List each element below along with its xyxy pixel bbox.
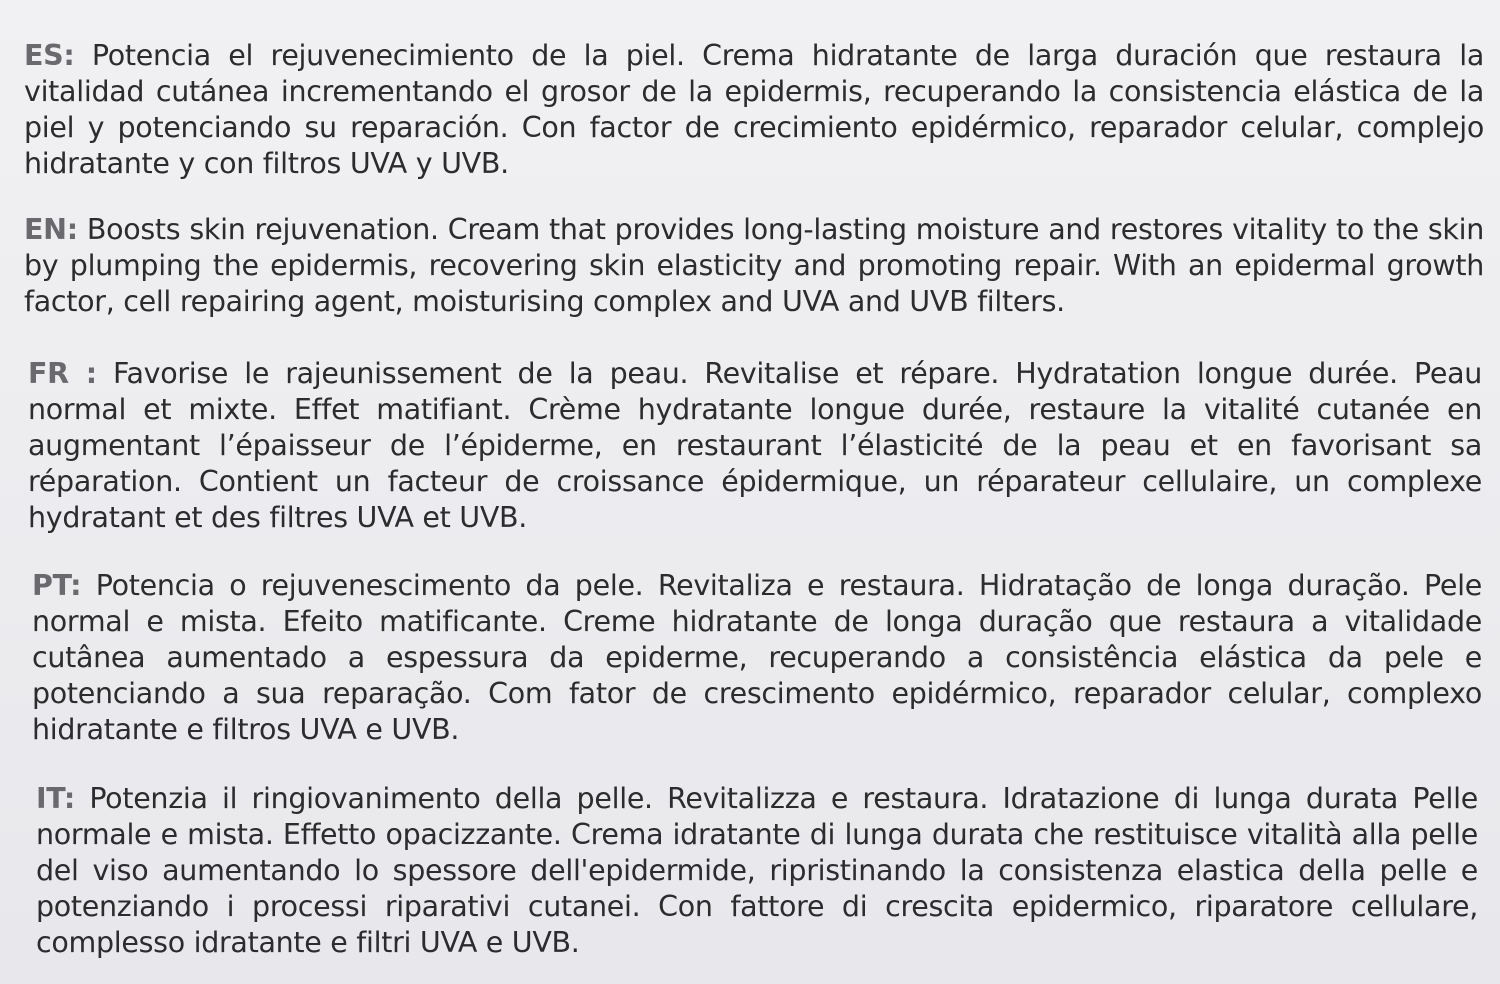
language-code-en: EN: <box>24 213 78 246</box>
portuguese-description <box>32 568 1482 748</box>
language-code-fr: FR : <box>28 357 97 390</box>
french-description <box>28 356 1482 536</box>
language-code-it: IT: <box>36 782 75 815</box>
language-code-es: ES: <box>24 39 75 72</box>
italian-description <box>36 781 1478 961</box>
spanish-description <box>24 38 1484 182</box>
english-description <box>24 212 1484 320</box>
description-text-pt: Potencia o rejuvenescimento da pele. Revitaliza e restaura. Hidratação de longa duração. Pele normal e mista. Efeito matificante. Creme hidratante de longa duração que restaura a vitalidade cutânea aumentado a espessura da epiderme, recuperando a consistência elástica da pele e potenciando a sua reparação. Com fator de crescimento epidérmico, reparador celular, complexo hidratante e filtros UVA e UVB. <box>32 569 1482 746</box>
description-text-fr: Favorise le rajeunissement de la peau. Revitalise et répare. Hydratation longue durée. Peau normal et mixte. Effet matifiant. Crème hydratante longue durée, restaure la vitalité cutanée en augmentant l’épaisseur de l’épiderme, en restaurant l’élasticité de la peau et en favorisant sa réparation. Contient un facteur de croissance épidermique, un réparateur cellulaire, un complexe hydratant et des filtres UVA et UVB. <box>28 357 1482 534</box>
description-text-es: Potencia el rejuvenecimiento de la piel. Crema hidratante de larga duración que restaura la vitalidad cutánea incrementando el grosor de la epidermis, recuperando la consistencia elástica de la piel y potenciando su reparación. Con factor de crecimiento epidérmico, reparador celular, complejo hidratante y con filtros UVA y UVB. <box>24 39 1484 180</box>
language-code-pt: PT: <box>32 569 82 602</box>
description-text-en: Boosts skin rejuvenation. Cream that provides long-lasting moisture and restores vitality to the skin by plumping the epidermis, recovering skin elasticity and promoting repair. With an epidermal growth factor, cell repairing agent, moisturising complex and UVA and UVB filters. <box>24 213 1484 318</box>
description-text-it: Potenzia il ringiovanimento della pelle. Revitalizza e restaura. Idratazione di lunga durata Pelle normale e mista. Effetto opacizzante. Crema idratante di lunga durata che restituisce vitalità alla pelle del viso aumentando lo spessore dell'epidermide, ripristinando la consistenza elastica della pelle e potenziando i processi riparativi cutanei. Con fattore di crescita epidermico, riparatore cellulare, complesso idratante e filtri UVA e UVB. <box>36 782 1478 959</box>
